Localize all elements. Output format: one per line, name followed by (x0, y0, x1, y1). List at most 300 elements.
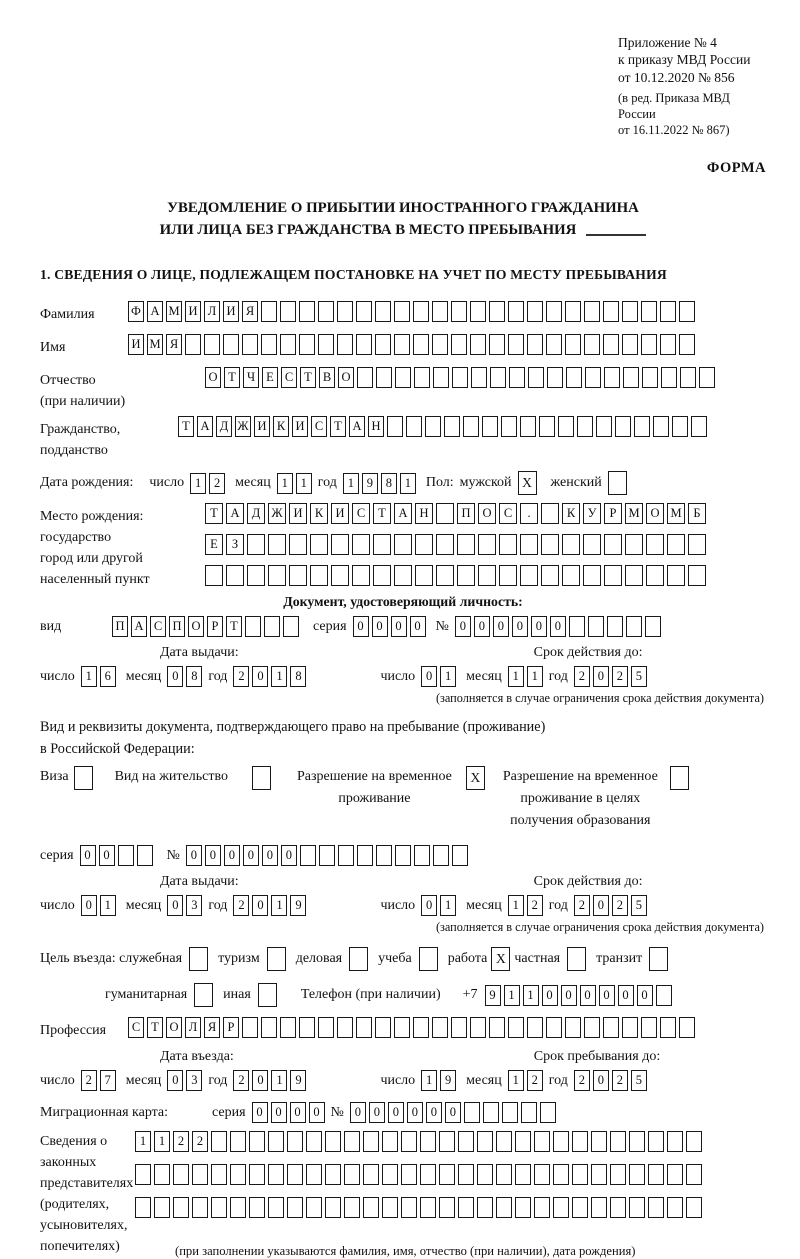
char-cell[interactable] (489, 334, 505, 355)
char-cell[interactable] (496, 1131, 512, 1152)
char-cell[interactable]: 1 (343, 473, 359, 494)
char-cell[interactable] (515, 1131, 531, 1152)
char-cell[interactable] (686, 1164, 702, 1185)
birth-month-boxes[interactable] (277, 473, 312, 494)
char-cell[interactable] (376, 845, 392, 866)
char-cell[interactable] (629, 1164, 645, 1185)
char-cell[interactable] (452, 845, 468, 866)
char-cell[interactable]: 0 (599, 985, 615, 1006)
char-cell[interactable] (603, 301, 619, 322)
char-cell[interactable]: 0 (80, 845, 96, 866)
char-cell[interactable] (268, 1197, 284, 1218)
char-cell[interactable] (230, 1164, 246, 1185)
other-checkbox[interactable] (258, 983, 277, 1007)
entry-year-boxes[interactable] (233, 1070, 306, 1091)
char-cell[interactable] (375, 334, 391, 355)
permit-issue-year-boxes[interactable] (233, 895, 306, 916)
char-cell[interactable] (242, 1017, 258, 1038)
char-cell[interactable] (699, 367, 715, 388)
patronymic-boxes[interactable] (205, 367, 715, 388)
permit-valid-month-boxes[interactable] (508, 895, 543, 916)
char-cell[interactable]: А (197, 416, 213, 437)
char-cell[interactable]: И (223, 301, 239, 322)
char-cell[interactable]: Д (247, 503, 265, 524)
id-number-boxes[interactable] (455, 616, 661, 637)
char-cell[interactable]: 1 (271, 666, 287, 687)
char-cell[interactable] (401, 1197, 417, 1218)
char-cell[interactable]: 9 (485, 985, 501, 1006)
char-cell[interactable]: М (147, 334, 163, 355)
char-cell[interactable]: 0 (561, 985, 577, 1006)
char-cell[interactable] (382, 1131, 398, 1152)
char-cell[interactable] (648, 1131, 664, 1152)
temp-residence-edu-checkbox[interactable] (670, 766, 689, 790)
char-cell[interactable]: А (131, 616, 147, 637)
char-cell[interactable]: П (112, 616, 128, 637)
tourism-checkbox[interactable] (267, 947, 286, 971)
female-checkbox[interactable] (608, 471, 627, 495)
char-cell[interactable] (436, 565, 454, 586)
char-cell[interactable] (648, 1164, 664, 1185)
char-cell[interactable] (337, 1017, 353, 1038)
char-cell[interactable] (547, 367, 563, 388)
char-cell[interactable] (610, 1197, 626, 1218)
char-cell[interactable] (667, 1131, 683, 1152)
char-cell[interactable]: Т (178, 416, 194, 437)
char-cell[interactable] (154, 1164, 170, 1185)
char-cell[interactable] (509, 367, 525, 388)
char-cell[interactable] (338, 845, 354, 866)
char-cell[interactable] (433, 367, 449, 388)
char-cell[interactable]: 0 (542, 985, 558, 1006)
char-cell[interactable] (477, 1164, 493, 1185)
char-cell[interactable] (249, 1197, 265, 1218)
char-cell[interactable] (310, 534, 328, 555)
permit-issue-day-boxes[interactable] (81, 895, 116, 916)
char-cell[interactable] (135, 1197, 151, 1218)
char-cell[interactable]: Я (242, 301, 258, 322)
char-cell[interactable]: 5 (631, 895, 647, 916)
char-cell[interactable] (667, 534, 685, 555)
char-cell[interactable] (394, 534, 412, 555)
char-cell[interactable]: Р (207, 616, 223, 637)
transit-checkbox[interactable] (649, 947, 668, 971)
char-cell[interactable]: С (311, 416, 327, 437)
char-cell[interactable]: 0 (271, 1102, 287, 1123)
char-cell[interactable] (373, 534, 391, 555)
permit-number-boxes[interactable] (186, 845, 468, 866)
char-cell[interactable] (154, 1197, 170, 1218)
char-cell[interactable] (603, 334, 619, 355)
char-cell[interactable]: 0 (391, 616, 407, 637)
char-cell[interactable]: О (166, 1017, 182, 1038)
char-cell[interactable]: 2 (527, 895, 543, 916)
char-cell[interactable]: 0 (262, 845, 278, 866)
char-cell[interactable] (558, 416, 574, 437)
char-cell[interactable] (135, 1164, 151, 1185)
char-cell[interactable]: Н (368, 416, 384, 437)
char-cell[interactable] (318, 334, 334, 355)
char-cell[interactable] (363, 1197, 379, 1218)
char-cell[interactable]: 0 (353, 616, 369, 637)
char-cell[interactable]: 0 (309, 1102, 325, 1123)
char-cell[interactable] (344, 1197, 360, 1218)
char-cell[interactable] (463, 416, 479, 437)
char-cell[interactable] (603, 1017, 619, 1038)
char-cell[interactable]: 9 (440, 1070, 456, 1091)
char-cell[interactable] (289, 565, 307, 586)
char-cell[interactable]: 0 (593, 895, 609, 916)
char-cell[interactable] (395, 367, 411, 388)
char-cell[interactable] (508, 301, 524, 322)
char-cell[interactable] (230, 1131, 246, 1152)
char-cell[interactable] (508, 1017, 524, 1038)
char-cell[interactable] (173, 1164, 189, 1185)
char-cell[interactable]: З (226, 534, 244, 555)
char-cell[interactable] (541, 503, 559, 524)
char-cell[interactable]: 1 (440, 895, 456, 916)
doc-type-boxes[interactable] (112, 616, 299, 637)
char-cell[interactable] (584, 301, 600, 322)
char-cell[interactable] (546, 1017, 562, 1038)
char-cell[interactable]: О (188, 616, 204, 637)
representatives-row2-boxes[interactable] (135, 1164, 702, 1185)
char-cell[interactable] (299, 301, 315, 322)
char-cell[interactable]: 1 (508, 666, 524, 687)
char-cell[interactable] (375, 301, 391, 322)
char-cell[interactable] (432, 334, 448, 355)
char-cell[interactable] (499, 534, 517, 555)
char-cell[interactable] (318, 1017, 334, 1038)
char-cell[interactable] (470, 301, 486, 322)
char-cell[interactable] (672, 416, 688, 437)
char-cell[interactable]: 5 (631, 1070, 647, 1091)
representatives-row1-boxes[interactable] (135, 1131, 702, 1152)
char-cell[interactable] (623, 367, 639, 388)
char-cell[interactable] (280, 301, 296, 322)
char-cell[interactable]: 1 (135, 1131, 151, 1152)
char-cell[interactable] (483, 1102, 499, 1123)
char-cell[interactable]: 1 (421, 1070, 437, 1091)
char-cell[interactable] (337, 301, 353, 322)
char-cell[interactable] (610, 1164, 626, 1185)
char-cell[interactable]: К (562, 503, 580, 524)
char-cell[interactable]: И (185, 301, 201, 322)
char-cell[interactable] (645, 616, 661, 637)
char-cell[interactable] (577, 416, 593, 437)
char-cell[interactable]: 0 (580, 985, 596, 1006)
char-cell[interactable] (604, 534, 622, 555)
work-checkbox[interactable]: X (491, 947, 510, 971)
official-checkbox[interactable] (189, 947, 208, 971)
char-cell[interactable] (527, 1017, 543, 1038)
char-cell[interactable] (528, 367, 544, 388)
id-valid-year-boxes[interactable] (574, 666, 647, 687)
char-cell[interactable] (387, 416, 403, 437)
char-cell[interactable] (622, 301, 638, 322)
char-cell[interactable] (287, 1197, 303, 1218)
char-cell[interactable] (566, 367, 582, 388)
stay-year-boxes[interactable] (574, 1070, 647, 1091)
char-cell[interactable] (264, 616, 280, 637)
char-cell[interactable] (280, 334, 296, 355)
char-cell[interactable]: 0 (426, 1102, 442, 1123)
study-checkbox[interactable] (419, 947, 438, 971)
char-cell[interactable] (477, 1131, 493, 1152)
char-cell[interactable]: 9 (362, 473, 378, 494)
char-cell[interactable]: 1 (440, 666, 456, 687)
char-cell[interactable] (686, 1131, 702, 1152)
phone-boxes[interactable] (485, 985, 672, 1006)
char-cell[interactable]: 0 (421, 666, 437, 687)
char-cell[interactable] (394, 334, 410, 355)
char-cell[interactable] (452, 367, 468, 388)
char-cell[interactable] (553, 1164, 569, 1185)
char-cell[interactable]: 0 (407, 1102, 423, 1123)
char-cell[interactable] (211, 1197, 227, 1218)
char-cell[interactable]: 0 (512, 616, 528, 637)
char-cell[interactable] (382, 1164, 398, 1185)
given-name-boxes[interactable] (128, 334, 695, 355)
char-cell[interactable]: А (147, 301, 163, 322)
char-cell[interactable] (634, 416, 650, 437)
char-cell[interactable] (375, 1017, 391, 1038)
char-cell[interactable]: Ж (268, 503, 286, 524)
char-cell[interactable] (439, 1131, 455, 1152)
char-cell[interactable] (527, 301, 543, 322)
char-cell[interactable]: 1 (504, 985, 520, 1006)
char-cell[interactable] (625, 534, 643, 555)
char-cell[interactable] (622, 1017, 638, 1038)
char-cell[interactable] (688, 534, 706, 555)
mc-number-boxes[interactable] (350, 1102, 556, 1123)
char-cell[interactable] (325, 1164, 341, 1185)
char-cell[interactable] (604, 367, 620, 388)
char-cell[interactable] (344, 1164, 360, 1185)
male-checkbox[interactable]: X (518, 471, 537, 495)
char-cell[interactable] (515, 1197, 531, 1218)
char-cell[interactable] (415, 565, 433, 586)
char-cell[interactable]: 5 (631, 666, 647, 687)
char-cell[interactable] (425, 416, 441, 437)
char-cell[interactable] (192, 1197, 208, 1218)
char-cell[interactable] (382, 1197, 398, 1218)
char-cell[interactable]: 1 (277, 473, 293, 494)
char-cell[interactable]: М (166, 301, 182, 322)
char-cell[interactable] (344, 1131, 360, 1152)
char-cell[interactable]: 0 (369, 1102, 385, 1123)
char-cell[interactable] (546, 301, 562, 322)
char-cell[interactable] (356, 301, 372, 322)
char-cell[interactable] (433, 845, 449, 866)
char-cell[interactable] (646, 534, 664, 555)
birth-day-boxes[interactable] (190, 473, 225, 494)
char-cell[interactable] (249, 1131, 265, 1152)
char-cell[interactable] (667, 565, 685, 586)
char-cell[interactable] (439, 1197, 455, 1218)
char-cell[interactable] (363, 1131, 379, 1152)
birth-place-row1-boxes[interactable] (205, 503, 706, 524)
char-cell[interactable] (591, 1131, 607, 1152)
id-series-boxes[interactable] (353, 616, 426, 637)
char-cell[interactable] (356, 334, 372, 355)
char-cell[interactable]: Р (604, 503, 622, 524)
char-cell[interactable]: 0 (167, 666, 183, 687)
char-cell[interactable]: 0 (167, 895, 183, 916)
char-cell[interactable]: 1 (190, 473, 206, 494)
profession-boxes[interactable] (128, 1017, 695, 1038)
mc-series-boxes[interactable] (252, 1102, 325, 1123)
temp-residence-checkbox[interactable]: X (466, 766, 485, 790)
char-cell[interactable]: 0 (593, 666, 609, 687)
char-cell[interactable]: 0 (167, 1070, 183, 1091)
char-cell[interactable]: 3 (186, 1070, 202, 1091)
char-cell[interactable] (394, 565, 412, 586)
char-cell[interactable]: Т (300, 367, 316, 388)
char-cell[interactable]: Д (216, 416, 232, 437)
char-cell[interactable] (457, 565, 475, 586)
char-cell[interactable]: Н (415, 503, 433, 524)
char-cell[interactable] (596, 416, 612, 437)
char-cell[interactable] (436, 534, 454, 555)
char-cell[interactable]: . (520, 503, 538, 524)
char-cell[interactable]: Л (185, 1017, 201, 1038)
char-cell[interactable] (656, 985, 672, 1006)
char-cell[interactable]: С (499, 503, 517, 524)
char-cell[interactable] (300, 845, 316, 866)
char-cell[interactable]: 1 (296, 473, 312, 494)
char-cell[interactable] (451, 301, 467, 322)
char-cell[interactable] (626, 616, 642, 637)
char-cell[interactable] (588, 616, 604, 637)
char-cell[interactable] (679, 334, 695, 355)
char-cell[interactable] (501, 416, 517, 437)
char-cell[interactable] (337, 334, 353, 355)
char-cell[interactable] (376, 367, 392, 388)
char-cell[interactable] (268, 565, 286, 586)
char-cell[interactable]: 0 (281, 845, 297, 866)
id-valid-day-boxes[interactable] (421, 666, 456, 687)
char-cell[interactable]: Т (373, 503, 391, 524)
char-cell[interactable]: Я (204, 1017, 220, 1038)
char-cell[interactable]: К (310, 503, 328, 524)
char-cell[interactable] (280, 1017, 296, 1038)
char-cell[interactable]: 2 (233, 895, 249, 916)
char-cell[interactable] (679, 1017, 695, 1038)
permit-issue-month-boxes[interactable] (167, 895, 202, 916)
char-cell[interactable] (477, 1197, 493, 1218)
char-cell[interactable] (527, 334, 543, 355)
char-cell[interactable] (205, 565, 223, 586)
char-cell[interactable] (546, 334, 562, 355)
char-cell[interactable]: Ж (235, 416, 251, 437)
char-cell[interactable] (352, 534, 370, 555)
char-cell[interactable] (478, 534, 496, 555)
char-cell[interactable] (641, 1017, 657, 1038)
char-cell[interactable]: Я (166, 334, 182, 355)
char-cell[interactable]: О (478, 503, 496, 524)
char-cell[interactable]: П (169, 616, 185, 637)
char-cell[interactable] (211, 1164, 227, 1185)
char-cell[interactable]: 1 (400, 473, 416, 494)
char-cell[interactable]: А (349, 416, 365, 437)
char-cell[interactable]: 0 (455, 616, 471, 637)
char-cell[interactable]: Ч (243, 367, 259, 388)
char-cell[interactable] (261, 334, 277, 355)
char-cell[interactable] (211, 1131, 227, 1152)
birth-place-row3-boxes[interactable] (205, 565, 706, 586)
char-cell[interactable] (541, 565, 559, 586)
char-cell[interactable] (520, 416, 536, 437)
char-cell[interactable] (565, 334, 581, 355)
char-cell[interactable] (572, 1197, 588, 1218)
char-cell[interactable]: 2 (574, 666, 590, 687)
char-cell[interactable] (420, 1197, 436, 1218)
char-cell[interactable] (534, 1164, 550, 1185)
permit-series-boxes[interactable] (80, 845, 153, 866)
char-cell[interactable] (540, 1102, 556, 1123)
private-checkbox[interactable] (567, 947, 586, 971)
char-cell[interactable] (583, 565, 601, 586)
char-cell[interactable]: 0 (252, 1070, 268, 1091)
char-cell[interactable] (691, 416, 707, 437)
char-cell[interactable]: 1 (271, 1070, 287, 1091)
char-cell[interactable] (688, 565, 706, 586)
permit-valid-year-boxes[interactable] (574, 895, 647, 916)
char-cell[interactable] (432, 301, 448, 322)
id-valid-month-boxes[interactable] (508, 666, 543, 687)
char-cell[interactable] (553, 1131, 569, 1152)
char-cell[interactable] (420, 1164, 436, 1185)
char-cell[interactable] (173, 1197, 189, 1218)
char-cell[interactable] (667, 1197, 683, 1218)
char-cell[interactable]: М (625, 503, 643, 524)
char-cell[interactable]: 0 (531, 616, 547, 637)
char-cell[interactable]: 2 (612, 1070, 628, 1091)
char-cell[interactable] (622, 334, 638, 355)
char-cell[interactable] (565, 301, 581, 322)
char-cell[interactable] (414, 367, 430, 388)
char-cell[interactable] (373, 565, 391, 586)
char-cell[interactable]: Т (330, 416, 346, 437)
char-cell[interactable] (521, 1102, 537, 1123)
char-cell[interactable] (520, 534, 538, 555)
char-cell[interactable] (352, 565, 370, 586)
char-cell[interactable]: 0 (252, 666, 268, 687)
char-cell[interactable] (534, 1197, 550, 1218)
char-cell[interactable]: В (319, 367, 335, 388)
char-cell[interactable]: О (338, 367, 354, 388)
char-cell[interactable]: 1 (81, 666, 97, 687)
char-cell[interactable]: 9 (290, 895, 306, 916)
char-cell[interactable]: 2 (81, 1070, 97, 1091)
char-cell[interactable]: У (583, 503, 601, 524)
char-cell[interactable] (432, 1017, 448, 1038)
char-cell[interactable] (470, 334, 486, 355)
char-cell[interactable] (394, 301, 410, 322)
char-cell[interactable]: 0 (252, 1102, 268, 1123)
char-cell[interactable] (287, 1164, 303, 1185)
char-cell[interactable]: Т (205, 503, 223, 524)
char-cell[interactable]: Е (205, 534, 223, 555)
char-cell[interactable] (451, 334, 467, 355)
char-cell[interactable] (283, 616, 299, 637)
char-cell[interactable]: И (292, 416, 308, 437)
char-cell[interactable] (118, 845, 134, 866)
representatives-row3-boxes[interactable] (135, 1197, 702, 1218)
char-cell[interactable] (306, 1131, 322, 1152)
char-cell[interactable]: Ф (128, 301, 144, 322)
